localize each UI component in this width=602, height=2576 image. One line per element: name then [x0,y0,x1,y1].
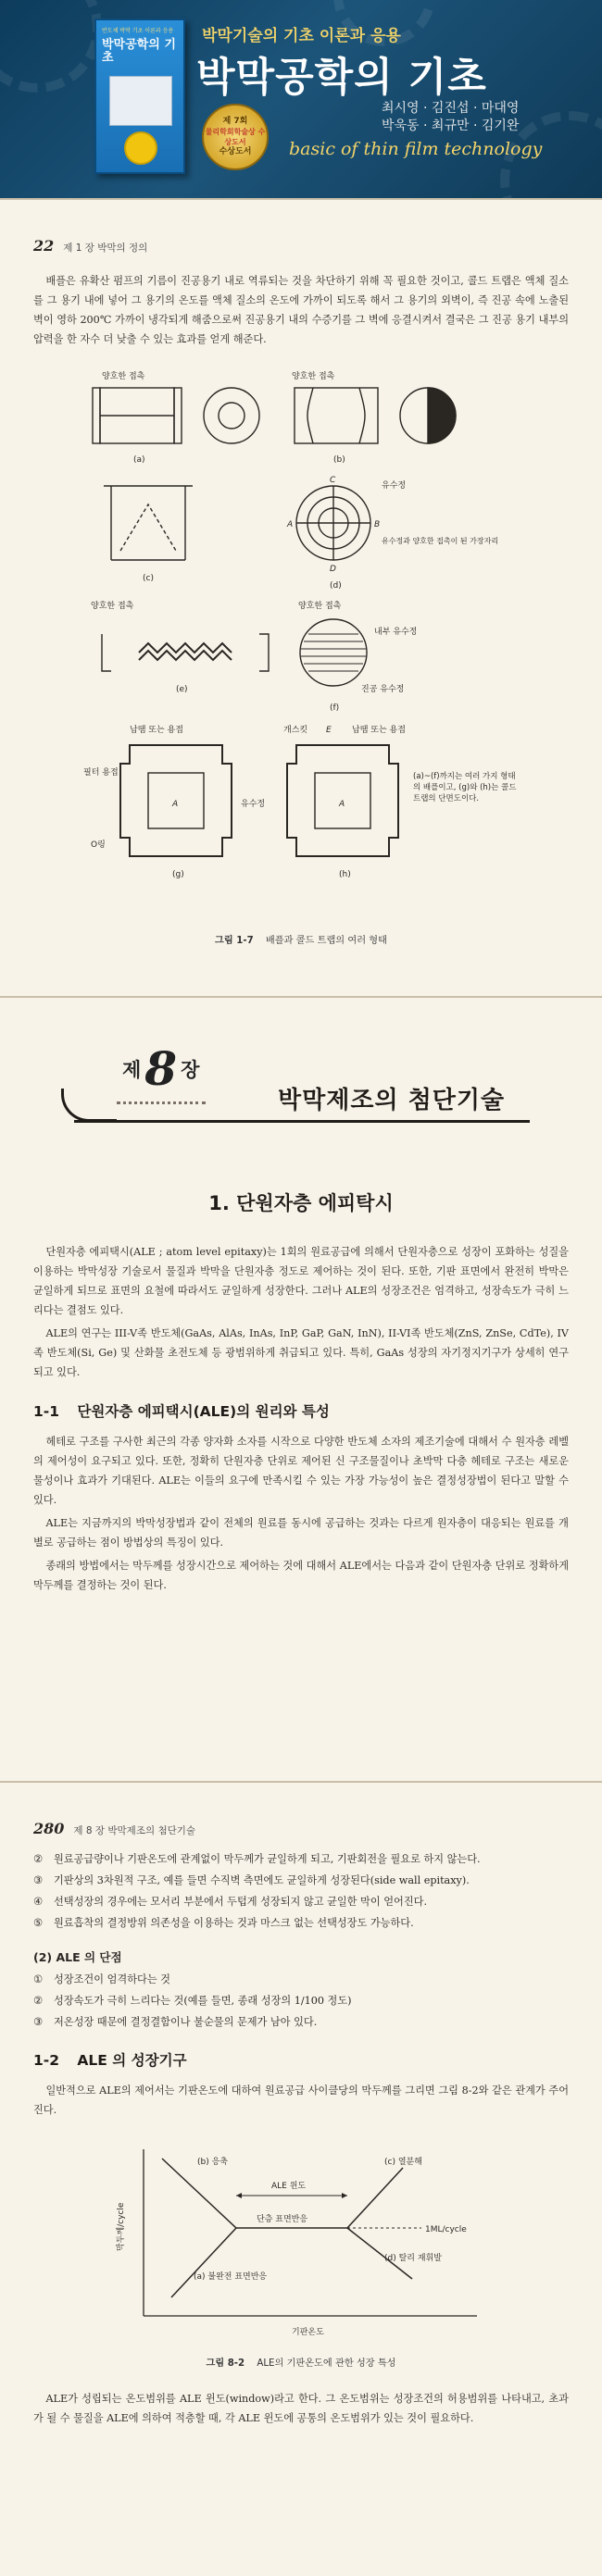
chapter-dots [117,1101,206,1104]
label-solder-h: 납땜 또는 용접 [352,726,406,735]
chapter-number: 8 [144,1041,178,1096]
paragraph-3: 헤테로 구조를 구사한 최근의 각종 양자화 소자를 시작으로 다양한 반도체 소자의 제조기술에 대해서 수 원자층 레벨의 제어성이 요구되고 있다. 또한, 정확히 단원자층 단위로 제어된 신 구조물질이나 초박막 다층 헤테로 구조는 새로운 물성이나 효과가 기대된다. ALE는 이들의 요구에 만족시킬 수 있는 가장 가능성이 높은 결정성장법이 된다고 말할 수 있다. [33,1436,569,1506]
chapter-prefix: 제 [122,1059,142,1081]
paragraph-closing: ALE가 성립되는 온도범위를 ALE 윈도(window)라고 한다. 그 온도범위는 성장조건의 허용범위를 나타내고, 초과가 될 수 물질을 ALE에 의하여 적층할 때, 각 ALE 윈도에 공통의 온도범위가 있는 것이 필요하다. [33,2393,569,2424]
label-weld-bead: 필터 용접 [83,768,119,778]
label-E: E [326,726,332,735]
panel-b-label: (b) [333,455,345,465]
baffle-e-bracket-right [259,634,269,671]
chapter-heading [33,998,569,1144]
page-header [33,200,569,255]
trap-h-A: A [339,800,345,809]
label-a: (a) 불완전 표면반응 [194,2272,268,2282]
figure-note-wrap [413,771,519,845]
figure-note: (a)~(f)까지는 여러 가지 형태의 배플이고, (g)와 (h)는 콜드 트랩의 단면도이다. [413,772,517,803]
baffle-c-chevron [120,504,176,551]
sample-page-1 [0,198,602,996]
label-good-contact-f: 양호한 접촉 [298,602,342,611]
book-cover-title: 박막공학의 기초 [102,38,176,65]
list-item: ③ 저온성장 때문에 결정결함이나 불순물의 문제가 남아 있다. [33,2016,318,2028]
label-solder-g: 납땜 또는 용접 [130,726,183,735]
panel-d-label: (d) [330,581,342,591]
y-axis-label: 막두께/cycle [117,2202,126,2251]
label-adsorb: 단층 표면반응 [257,2215,308,2224]
body-paragraph: 배플은 유확산 펌프의 기름이 진공용기 내로 역류되는 것을 차단하기 위해 꼭 필요한 것이고, 콜드 트랩은 액체 질소를 그 용기 내에 넣어 그 용기의 온도를 액체 질소의 온도에 가까이 되도록 해서 그 용기의 외벽이, 즉 진공 속에 노출된 벽이 영하 200℃ 가까이 냉각되게 해줌으로써 진공용기 내의 수증기를 그 벽에 응결시켜서 결국은 그 진공 용기 내부의 압력을 한 자수 더 낮출 수 있는 효과를 얻게 해준다. [33,275,569,345]
label-water-cool: 유수정 [382,481,407,491]
label-o-ring: O링 [91,840,106,850]
panel-f-label: (f) [330,703,340,713]
label-b: (b) 응축 [197,2158,228,2167]
banner-title: 박막공학의 기초 [196,55,487,101]
label-ml: 1ML/cycle [425,2225,467,2234]
subsection-text: 단원자층 에피택시(ALE)의 원리와 특성 [77,1403,330,1420]
label-d: (d) 탈리 재휘발 [384,2254,442,2263]
label-vacuum-water: 진공 유수정 [361,685,405,694]
panel-c-label: (c) [143,574,154,583]
label-ale-window: ALE 윈도 [271,2182,307,2191]
label-good-contact-b: 양호한 접촉 [292,372,335,381]
label-good-contact-a: 양호한 접촉 [102,372,145,381]
baffle-b-curves [307,388,365,443]
page-number-3: 280 [33,1820,65,1837]
baffle-e-chevrons-2 [139,651,232,660]
section-title: 1. 단원자층 에피탁시 [208,1192,394,1214]
panel-g-label: (g) [172,870,184,879]
drawbacks-title: (2) ALE 의 단점 [33,1950,122,1964]
edition-badge [202,104,269,170]
figure-caption [33,932,569,946]
edition-number: 제 7회 [222,117,248,126]
list-item: ① 성장조건이 엄격하다는 것 [33,1973,170,1985]
panel-h-label: (h) [339,870,351,879]
baffle-b2-half [428,388,456,443]
book-cover-illustration [109,76,172,126]
label-B: B [374,520,381,529]
panel-a-label: (a) [133,455,145,465]
ale-window-diagram [107,2140,495,2344]
caption-number: 그림 1-7 [215,936,254,946]
x-axis-label: 기판온도 [292,2328,324,2337]
page-header-3 [33,1783,569,1837]
label-inner-water: 내부 유수정 [374,628,418,637]
chapter-rule-curve [61,1089,117,1122]
chapter-title: 박막제조의 첨단기술 [278,1087,506,1114]
running-title-3: 제 8 장 박막제조의 첨단기술 [73,1825,196,1836]
list-item: ② 성장속도가 극히 느리다는 것(예를 들면, 종래 성장의 1/100 정도) [33,1995,352,2007]
subsection-title-3 [33,2049,569,2070]
paragraph-4: ALE는 지금까지의 박막성장법과 같이 전체의 원료를 동시에 공급하는 것과는 다르게 원자층이 대응되는 원료를 개별로 공급하는 점이 방법상의 특징이 있다. [33,1517,569,1549]
sample-page-2 [0,996,602,1781]
paragraph-5: 종래의 방법에서는 막두께를 성장시간으로 제어하는 것에 대해서 ALE에서는 다음과 같이 단원자층 단위로 정확하게 막두께를 결정하는 것이 된다. [33,1560,569,1591]
advantages-list [33,1850,569,1932]
subsection-title [33,1400,569,1421]
caption-text: 배플과 콜드 트랩의 여러 형태 [265,936,387,946]
english-title: basic of thin film technology [289,139,543,159]
authors-line-2: 박욱동 · 최규만 · 김기완 [382,118,520,133]
label-C: C [330,476,336,485]
paragraph-1: 단원자층 에피택시(ALE ; atom level epitaxy)는 1회의 원료공급에 의해서 단원자층으로 성장이 포화하는 성질을 이용하는 박막성장 기술로서 물질과 박막을 단원자층 정도로 제어하는 것이 된다. 또한, 기판 표면에서 완전히 박막은 균일하게 되므로 표면의 요철에 따라서도 균일하게 성장한다. 그러나 ALE의 성장조건은 엄격하고, 성장속도가 극히 느리다는 결점도 있다. [33,1246,569,1316]
running-title: 제 1 장 박막의 정의 [63,243,148,254]
label-c: (c) 열분해 [384,2158,422,2167]
list-item: ⑤ 원료흡착의 결정방위 의존성을 이용하는 것과 마스크 없는 선택성장도 가능하다. [33,1917,414,1929]
chapter-suffix: 장 [181,1059,200,1081]
label-water-pipe: 유수정 [241,800,266,809]
subsection-number-3: 1-2 [33,2052,60,2069]
sample-page-3 [0,1781,602,2576]
baffle-a-flange-right [174,388,182,443]
subsection-text-3: ALE 의 성장기구 [77,2052,187,2069]
edition-description: 물리학회학술상 수상도서 [205,128,266,146]
baffle-a2-outer [204,388,259,443]
figure-ale-window [107,2140,495,2347]
trap-g-A: A [172,800,179,809]
list-item: ④ 선택성장의 경우에는 모서리 부분에서 두텁게 성장되지 않고 균일한 막이 얻어진다. [33,1896,428,1908]
caption-number-3: 그림 8-2 [206,2358,245,2369]
subsection-number: 1-1 [33,1403,60,1420]
label-good-contact-e: 양호한 접촉 [91,602,134,611]
paragraph-2: ALE의 연구는 III-V족 반도체(GaAs, AlAs, InAs, InP, GaP, GaN, InN), II-VI족 반도체(ZnS, ZnSe, CdTe), IV족 반도체(Si, Ge) 및 산화물 초전도체 등 광범위하게 취급되고 있다. 특히, GaAs 성장의 자기정지기구가 상세히 연구되고 있다. [33,1327,569,1378]
book-cover-badge [124,131,157,165]
paragraph-growth: 일반적으로 ALE의 제어서는 기판온도에 대하여 원료공급 사이클당의 막두께를 그리면 그림 8-2와 같은 관계가 주어진다. [33,2084,569,2116]
edition-tail: 수상도서 [219,147,252,156]
baffle-f-circle [300,619,367,686]
label-gasket: 개스킷 [283,726,308,735]
baffle-e-bracket-left [102,634,111,671]
baffle-diagram [83,366,519,921]
baffle-a-flange-left [93,388,100,443]
authors-line-1: 최시영 · 김진섭 · 마대영 [382,101,520,116]
baffle-a2-inner [219,403,245,429]
label-water-cool-contact: 유수정과 양호한 접촉이 된 가장자리 [382,537,499,545]
panel-e-label: (e) [176,685,188,694]
drawbacks-list [33,1971,569,2031]
chapter-title-row [33,1087,569,1144]
book-cover-image [94,19,185,174]
page-number: 22 [33,237,55,255]
list-item: ② 원료공급량이나 기판온도에 관계없이 막두께가 균일하게 되고, 기판회전을 필요로 하지 않는다. [33,1853,481,1865]
caption-text-3: ALE의 기판온도에 관한 성장 특성 [257,2358,396,2369]
banner-subtitle: 박막기술의 기초 이론과 응용 [202,27,401,45]
label-D: D [330,565,336,574]
authors [382,100,519,135]
figure-baffle-cold-trap [83,366,519,925]
label-A: A [287,520,294,529]
book-banner [0,0,602,198]
book-cover-subtitle: 반도체 박막 기초 이론과 응용 [102,28,174,34]
list-item: ③ 기판상의 3차원적 구조, 예를 들면 수직벽 측면에도 균일하게 성장된다(side wall epitaxy). [33,1874,470,1886]
chapter-rule [74,1120,530,1123]
curve-lower-left [171,2228,236,2297]
baffle-f-hatch [301,634,366,671]
figure-caption-3 [33,2355,569,2369]
